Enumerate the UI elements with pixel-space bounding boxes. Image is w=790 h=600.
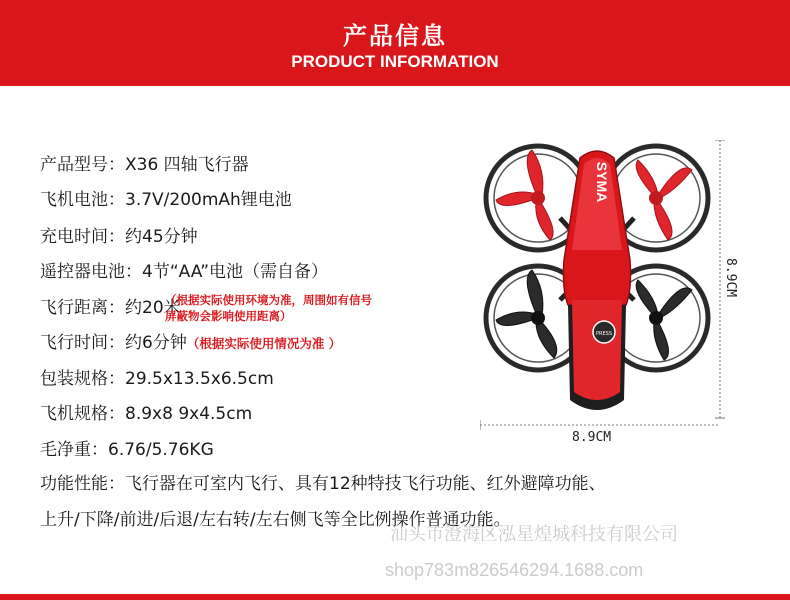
height-dimension-label: 8.9CM	[723, 258, 738, 298]
distance-note-line1: （根据实际使用环境为准，周围如有信号	[165, 293, 372, 307]
watermark-company: 汕头市澄海区泓星煌城科技有限公司	[390, 524, 678, 544]
header-subtitle: PRODUCT INFORMATION	[291, 52, 499, 71]
width-dimension-label: 8.9CM	[572, 430, 612, 445]
spec-label: 毛净重：	[40, 440, 108, 460]
spec-value: 约45分钟	[125, 227, 198, 247]
spec-row-remote-battery	[40, 261, 328, 283]
spec-row-battery	[40, 189, 292, 211]
spec-value: 29.5x13.5x6.5cm	[125, 369, 274, 389]
spec-label: 飞行距离：	[40, 298, 125, 318]
spec-row-weight	[40, 439, 214, 461]
spec-value: X36 四轴飞行器	[125, 155, 249, 175]
spec-row-aircraft-size	[40, 403, 252, 425]
spec-label: 产品型号：	[40, 155, 125, 175]
spec-label: 遥控器电池：	[40, 262, 142, 282]
features-line2: 上升/下降/前进/后退/左右转/左右侧飞等全比例操作普通功能。	[40, 510, 511, 530]
features-line1: 功能性能：飞行器在可室内飞行、具有12种特技飞行功能、红外避障功能、	[40, 474, 606, 494]
brand-mark: SYMA	[594, 161, 610, 203]
drone-body	[564, 151, 631, 410]
spec-row-charge-time	[40, 226, 198, 248]
spec-row-model	[40, 154, 249, 176]
header-title: 产品信息	[343, 22, 447, 50]
spec-label: 飞机规格：	[40, 404, 125, 424]
spec-label: 包装规格：	[40, 369, 125, 389]
distance-note	[165, 292, 372, 324]
spec-value: 3.7V/200mAh锂电池	[125, 190, 292, 210]
time-note: （根据实际使用情况为准 ）	[186, 336, 342, 351]
spec-row-flight-time	[40, 332, 341, 355]
distance-note-line2: 屏蔽物会影响使用距离）	[165, 309, 292, 323]
spec-value: 8.9x8 9x4.5cm	[125, 404, 253, 424]
watermark-url: shop783m826546294.1688.com	[385, 560, 644, 580]
spec-label: 充电时间：	[40, 227, 125, 247]
spec-value: 约6分钟	[125, 333, 187, 353]
spec-value: 4节“AA”电池（需自备）	[142, 262, 329, 282]
spec-label: 飞机电池：	[40, 190, 125, 210]
footer-bar	[0, 594, 790, 600]
spec-value: 约20米	[125, 298, 181, 318]
spec-label: 飞行时间：	[40, 333, 125, 353]
spec-row-flight-distance	[40, 297, 181, 319]
power-button-label: PRESS	[596, 331, 612, 337]
spec-value: 6.76/5.76KG	[108, 440, 214, 460]
header-banner	[0, 0, 790, 86]
spec-row-package-size	[40, 368, 274, 390]
